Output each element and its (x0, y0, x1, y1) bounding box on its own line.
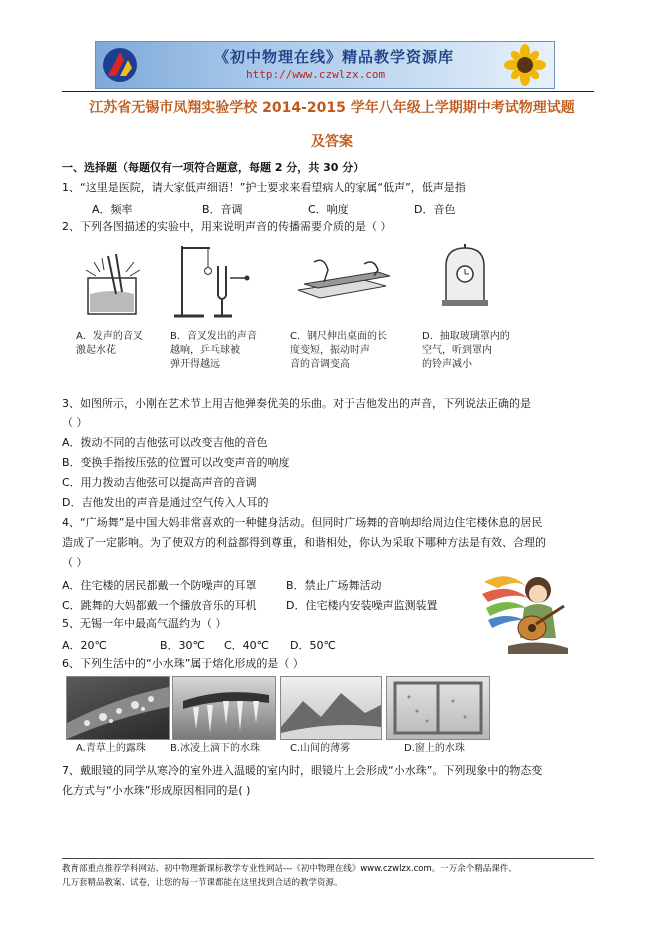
tuning-fork-ball-figure (170, 242, 250, 322)
header-rule (62, 91, 594, 92)
q1-option-d: D．音色 (414, 203, 456, 216)
q3-stem-line1: 3、如图所示，小刚在艺术节上用吉他弹奏优美的乐曲。对于吉他发出的声音，下列说法正确的是 (62, 397, 531, 410)
window-icon (387, 677, 489, 739)
bell-jar-figure (440, 244, 490, 310)
photo-grass-dew (66, 676, 170, 740)
q3-option-b: B．变换手指按压弦的位置可以改变声音的响度 (62, 456, 290, 469)
q6-caption-a: A.青草上的露珠 (76, 743, 146, 754)
q1-option-c: C．响度 (308, 203, 349, 216)
header-banner (95, 41, 555, 89)
q5-option-c: C．40℃ (224, 639, 270, 652)
q5-option-b: B．30℃ (160, 639, 205, 652)
q7-stem-line1: 7、戴眼镜的同学从寒冷的室外进入温暖的室内时，眼镜片上会形成“小水珠”。下列现象中的物态变 (62, 764, 543, 777)
photo-icicles (172, 676, 276, 740)
q6-stem: 6、下列生活中的“小水珠”属于熔化形成的是（ ） (62, 657, 304, 670)
q5-option-a: A．20℃ (62, 639, 107, 652)
sunflower-icon (500, 44, 550, 86)
q2-caption-b: B．音叉发出的声音 越响，乒乓球被 弹开得越远 (170, 331, 257, 370)
q2-stem: 2、下列各图描述的实验中，用来说明声音的传播需要介质的是（ ） (62, 220, 392, 233)
footer (62, 862, 602, 890)
section-heading: 一、选择题（每题仅有一项符合题意，每题 2 分，共 30 分） (62, 161, 365, 174)
q4-stem-line1: 4、“广场舞”是中国大妈非常喜欢的一种健身活动。但同时广场舞的音响却给周边住宅楼休息的居民 (62, 516, 543, 529)
photo-window-drops (386, 676, 490, 740)
photo-mountain-fog (280, 676, 382, 740)
mountain-icon (281, 677, 381, 739)
dew-drops-icon (67, 677, 169, 739)
banner-title: 《初中物理在线》精品教学资源库 (214, 48, 455, 66)
banner-url: http://www.czwlzx.com (246, 68, 386, 81)
q6-caption-c: C.山间的薄雾 (290, 743, 351, 754)
q4-option-a: A．住宅楼的居民都戴一个防噪声的耳罩 (62, 579, 257, 592)
q4-stem-line3: （ ） (62, 556, 88, 569)
q4-stem-line2: 造成了一定影响。为了使双方的利益都得到尊重，和谐相处，你认为采取下哪种方法是有效、合理的 (62, 536, 546, 549)
tuning-fork-water-figure (78, 244, 148, 320)
ruler-desk-figure (294, 256, 394, 310)
q1-option-b: B．音调 (202, 203, 243, 216)
q2-caption-d: D．抽取玻璃罩内的 空气，听到罩内 的铃声减小 (422, 331, 510, 370)
q7-stem-line2: 化方式与“小水珠”形成原因相同的是( ) (62, 784, 251, 797)
q1-stem: 1、“这里是医院，请大家低声细语！”护士要求来看望病人的家属“低声”，低声是指 (62, 181, 466, 194)
icicle-icon (173, 677, 275, 739)
q3-option-c: C．用力拨动吉他弦可以提高声音的音调 (62, 476, 257, 489)
footer-line1: 教育部重点推荐学科网站、初中物理新课标教学专业性网站---《初中物理在线》www.czwlzx.com。一万余个精品课件、 (62, 864, 517, 874)
q5-option-d: D．50℃ (290, 639, 336, 652)
q6-caption-d: D.窗上的水珠 (404, 743, 465, 754)
q3-option-d: D．吉他发出的声音是通过空气传入人耳的 (62, 496, 269, 509)
q4-option-c: C．跳舞的大妈都戴一个播放音乐的耳机 (62, 599, 257, 612)
document-title-line1: 江苏省无锡市凤翔实验学校 2014-2015 学年八年级上学期期中考试物理试题 (89, 100, 575, 116)
q4-option-b: B．禁止广场舞活动 (286, 579, 382, 592)
q2-caption-a: A．发声的音叉 激起水花 (76, 331, 143, 356)
q1-option-a: A．频率 (92, 203, 133, 216)
document-title-line2: 及答案 (311, 134, 353, 150)
site-logo-icon (100, 46, 140, 84)
q3-option-a: A．拨动不同的吉他弦可以改变吉他的音色 (62, 436, 268, 449)
footer-line2: 几万套精品教案、试卷，让您的每一节课都能在这里找到合适的教学资源。 (62, 878, 343, 888)
guitar-girl-illustration (478, 568, 570, 654)
q2-caption-c: C．钢尺伸出桌面的长 度变短，振动时声 音的音调变高 (290, 331, 387, 370)
footer-rule (62, 858, 594, 859)
q5-stem: 5、无锡一年中最高气温约为（ ） (62, 617, 227, 630)
q6-caption-b: B.冰凌上滴下的水珠 (170, 743, 261, 754)
q3-stem-line2: （ ） (62, 416, 88, 429)
q4-option-d: D．住宅楼内安装噪声监测装置 (286, 599, 438, 612)
